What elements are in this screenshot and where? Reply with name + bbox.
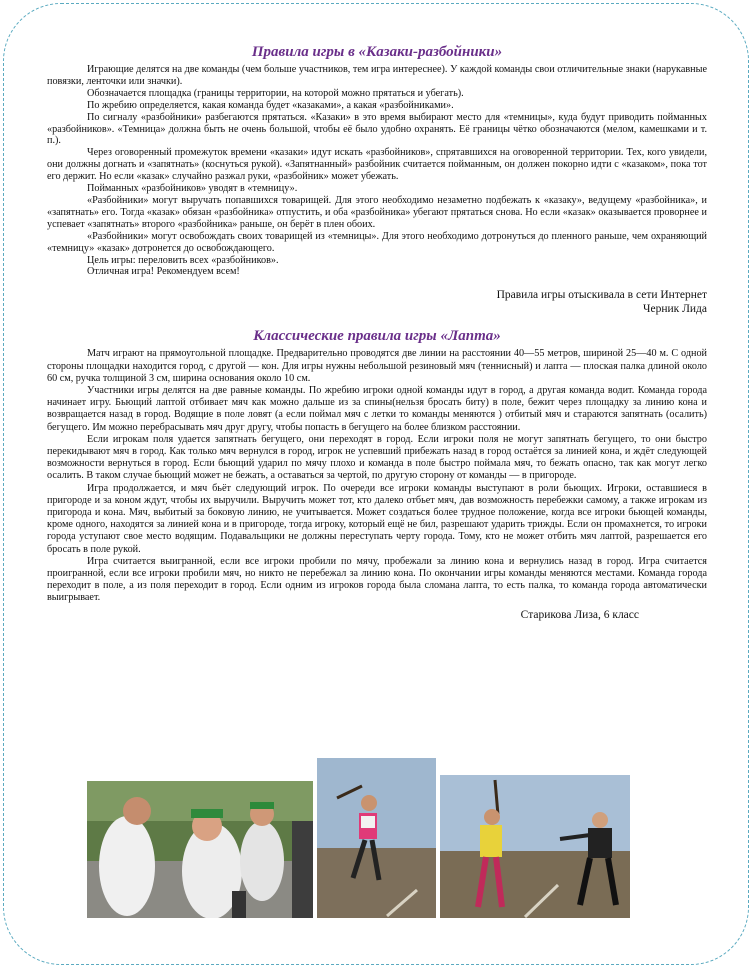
kazaki-paragraph: По сигналу «разбойники» разбегаются прятаться. «Казаки» в это время выбирают место для «темницы», куда будут приводить пойманных «разбойников». «Темница» должна быть не очень большой, чтобы её было удобно охранять. Её границы чётко обозначаются (мелом, камешками и т. п.).	[47, 111, 707, 147]
lapta-paragraph: Если игрокам поля удается запятнать бегущего, они переходят в город. Если игроки поля не могут запятнать бегущего, то они быстро перекидывают мяч в город. Как только мяч вернулся в город, игрок не успевший прибежать назад в город остаётся за линией кона, и ждёт следующей возможности вернуться в город. Если бьющий ударил по мячу плохо и команда в поле быстро поймала мяч, то бежать опасно, так как могут легко осалить. В таком случае бьющий может не бежать, а оставаться за чертой, по другую сторону от команды — в пригороде.	[47, 433, 707, 482]
section-lapta	[47, 328, 707, 621]
kazaki-paragraph: «Разбойники» могут выручать попавшихся товарищей. Для этого необходимо незаметно подбежать к «казаку», ведущему «разбойника», и «запятнать» его. Тогда «казак» обязан «разбойника» отпустить, и оба «разбойника» убегают прятаться снова. Но если «казак» оказывается проворнее и успевает «запятнать» второго «разбойника» раньше, он берёт в плен обоих.	[47, 194, 707, 230]
credit-source: Правила игры отыскивала в сети Интернет	[496, 289, 707, 302]
kazaki-paragraph: «Разбойники» могут освобождать своих товарищей из «темницы». Для этого необходимо дотронуться до пленного раньше, чем охраняющий «темницу» «казак» дотронется до освобождающего.	[47, 230, 707, 254]
section-kazaki-paragraphs	[47, 64, 707, 278]
credit-author-starikova: Старикова Лиза, 6 класс	[520, 608, 639, 621]
lapta-paragraph: Матч играют на прямоугольной площадке. Предварительно проводятся две линии на расстоянии 40—55 метров, шириной 25—40 м. С одной стороны площадки находится город, с другой — кон. Для игры нужны небольшой резиновый мяч (теннисный) и лапта — плоская палка длиной около 60 см, ручка толщиной 3 см, ширина основания около 10 см.	[47, 348, 707, 384]
photo-strip	[0, 758, 756, 918]
document-body	[47, 44, 707, 622]
kazaki-paragraph: По жребию определяется, какая команда будет «казаками», а какая «разбойниками».	[87, 99, 454, 111]
credit-author-cherník: Черник Лида	[642, 303, 707, 316]
lapta-paragraph: Игра продолжается, и мяч бьёт следующий игрок. По очереди все игроки команды выступают в роли бьющих. Игроки, оставшиеся в пригороде и за коном ждут, чтобы их выручили. Выручить может тот, кто далеко отбьет мяч, дав возможность перебежки самому, а также игрокам из пригорода и кона. Мяч, выбитый за боковую линию, не учитывается. Может создаться более трудное положение, когда все игроки бьющей команды, кроме одного, находятся за линией кона и в пригороде, тогда игроку, который ещё не бил, разрешают ударить трижды. Если он промахнется, то игроки города уступают свое место водящим. Подавальщики не должны переступать черту города. Тому, кто не может отбить мяч лаптой, разрешается его бросать в поле рукой.	[47, 482, 707, 555]
kazaki-paragraph: Через оговоренный промежуток времени «казаки» идут искать «разбойников», спрятавшихся на оговоренной территории. Тех, кого увидели, они должны догнать и «запятнать» (коснуться рукой). «Запятнанный» разбойник считается пойманным, он должен покорно идти с «казаком», пока тот его держит. Но если «казак» случайно разжал руки, «разбойник» может убежать.	[47, 147, 707, 183]
kazaki-paragraph: Отличная игра! Рекомендуем всем!	[87, 266, 240, 278]
photo-lapta-batter	[440, 775, 630, 918]
section-lapta-paragraphs	[47, 348, 707, 604]
lapta-paragraph: Участники игры делятся на две равные команды. По жребию игроки одной команды идут в город, а другая команда водит. Команда города начинает игру. Бьющий лаптой отбивает мяч как можно дальше из за спины(нельзя бросать биту) в поле, бежит через площадку за линию кона и возвращается назад в город. Водящие в поле ловят (а если поймал мяч с летки то команды меняются ) отбитый мяч и стараются запятнать (осалить) бегущего. Им можно перебрасывать мяч друг другу, чтобы попасть в бегущего на более близком расстоянии.	[47, 384, 707, 433]
section-title-kazaki: Правила игры в «Казаки-разбойники»	[251, 44, 503, 60]
section-title-lapta: Классические правила игры «Лапта»	[253, 328, 501, 345]
photo-children-running	[87, 781, 313, 918]
kazaki-paragraph: Играющие делятся на две команды (чем больше участников, тем игра интереснее). У каждой команды свои отличительные знаки (нарукавные повязки, ленточки или значки).	[47, 64, 707, 87]
lapta-paragraph: Игра считается выигранной, если все игроки пробили по мячу, пробежали за линию кона и вернулись назад в город. Игра считается проигранной, если все игроки пробили мяч, но никто не перебежал за линию кона. По окончании игры команды меняются местами. Команда города переходит в поле, а из поля переходит в город. Если одним из игроков города была сломана лапта, то есть палка, то команда города автоматически выигрывает.	[47, 555, 707, 604]
photo-girl-with-bat	[317, 758, 436, 918]
section-kazaki	[47, 44, 707, 316]
kazaki-paragraph: Обозначается площадка (границы территории, на которой можно прятаться и убегать).	[87, 87, 464, 99]
kazaki-paragraph: Цель игры: переловить всех «разбойников».	[87, 254, 279, 266]
kazaki-paragraph: Пойманных «разбойников» уводят в «темницу».	[87, 183, 298, 195]
